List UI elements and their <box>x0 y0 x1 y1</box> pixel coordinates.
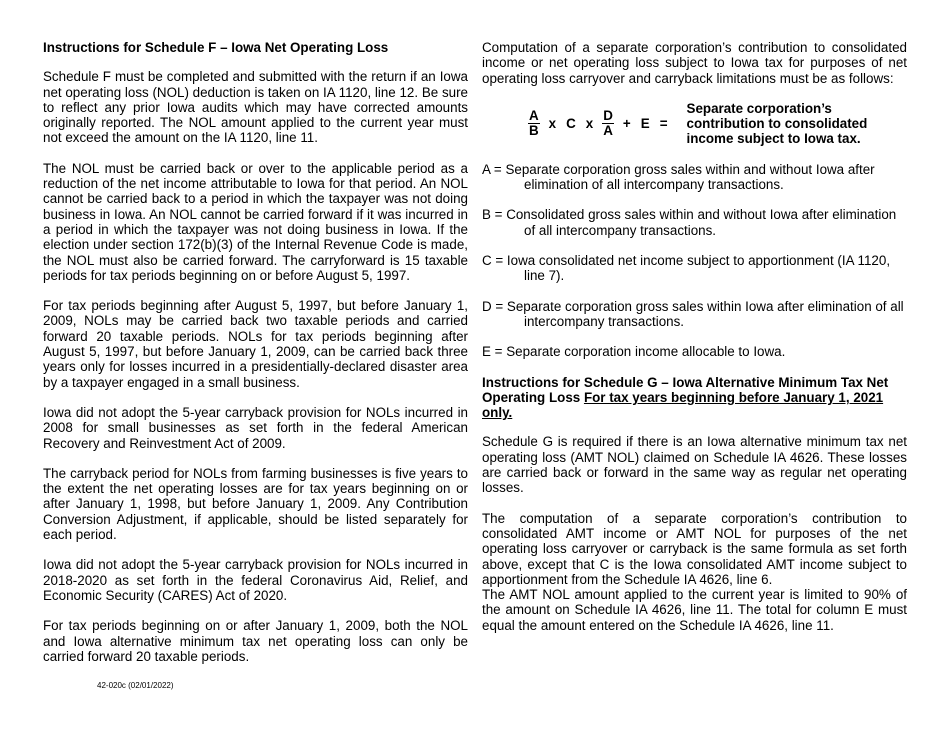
right-column <box>482 40 907 648</box>
paragraph: For tax periods beginning on or after January 1, 2009, both the NOL and Iowa alternative minimum tax net operating loss can only be carried forward 20 taxable periods. <box>43 618 468 664</box>
contribution-formula <box>524 101 907 146</box>
paragraph: Schedule F must be completed and submitted with the return if an Iowa net operating loss (NOL) deduction is taken on IA 1120, line 12. Be sure to reflect any prior Iowa audits which may have corrected amounts originally reported. The NOL amount applied to the current year must not exceed the amount on the IA 1120, line 11. <box>43 69 468 146</box>
definition-d: D = Separate corporation gross sales within Iowa after elimination of all intercompany transactions. <box>482 298 904 329</box>
schedule-g-heading-text: Instructions for Schedule G – Iowa Alternative Minimum Tax Net Operating Loss <box>482 374 889 405</box>
computation-intro: Computation of a separate corporation’s contribution to consolidated income or net operating loss subject to Iowa tax for purposes of net operating loss carryover and carryback limitations must be as follows: <box>482 40 907 86</box>
fraction-numerator: D <box>603 107 613 123</box>
definition-b: B = Consolidated gross sales within and without Iowa after elimination of all intercompany transactions. <box>482 207 897 238</box>
definition-e: E = Separate corporation income allocable to Iowa. <box>482 344 786 360</box>
variable-c: C <box>566 115 576 131</box>
multiply-sign: x <box>585 115 594 131</box>
fraction-denominator: A <box>603 122 613 138</box>
paragraph: For tax periods beginning after August 5, 1997, but before January 1, 2009, NOLs may be carried back two taxable periods and carried forward 20 taxable periods. NOLs for tax periods beginning after August 5, 1997, but before January 1, 2009, can be carried back three years only for losses incurred in a presidentially-declared disaster area by a taxpayer engaged in a small business. <box>43 298 468 390</box>
formula-result <box>687 101 868 146</box>
fraction-a-over-b <box>528 109 540 138</box>
schedule-f-heading: Instructions for Schedule F – Iowa Net Operating Loss <box>43 40 389 55</box>
multiply-sign: x <box>548 115 557 131</box>
definition-a: A = Separate corporation gross sales within and without Iowa after elimination of all intercompany transactions. <box>482 161 875 193</box>
fraction-denominator: B <box>529 122 539 138</box>
paragraph: Schedule G is required if there is an Iowa alternative minimum tax net operating loss (AMT NOL) claimed on Schedule IA 4626. These losses are carried back or forward in the same way as regular net operating losses. <box>482 434 907 496</box>
formula-result-line: income subject to Iowa tax. <box>686 130 861 146</box>
paragraph: The NOL must be carried back or over to the applicable period as a reduction of the net income attributable to Iowa for that period. An NOL cannot be carried back to a period in which the taxpayer was not doing business in Iowa. An NOL cannot be carried forward if it was incurred in a period in which the taxpayer was not doing business in Iowa. If the election under section 172(b)(3) of the Internal Revenue Code is made, the NOL must also be carried forward. The carryforward is 15 taxable periods for tax periods beginning on or before August 5, 1997. <box>43 160 468 283</box>
form-number-footer: 42-020c (02/01/2022) <box>97 681 174 690</box>
left-column <box>43 40 468 679</box>
variable-e: E <box>640 115 650 131</box>
formula-result-line: Separate corporation’s <box>686 100 832 116</box>
plus-sign: + <box>622 115 631 131</box>
paragraph: Iowa did not adopt the 5-year carryback provision for NOLs incurred in 2018-2020 as set forth in the federal Coronavirus Aid, Relief, and Economic Security (CARES) Act of 2020. <box>43 557 468 603</box>
definition-c: C = Iowa consolidated net income subject to apportionment (IA 1120, line 7). <box>482 253 891 284</box>
paragraph: Iowa did not adopt the 5-year carryback provision for NOLs incurred in 2008 for small businesses as set forth in the federal American Recovery and Reinvestment Act of 2009. <box>43 404 468 451</box>
schedule-g-heading <box>482 375 907 421</box>
equals-sign: = <box>659 115 668 131</box>
formula-result-line: contribution to consolidated <box>686 115 868 131</box>
schedule-g-heading-note: For tax years beginning before January 1, 2021 only. <box>482 389 884 421</box>
paragraph: The AMT NOL amount applied to the current year is limited to 90% of the amount on Schedule IA 4626, line 11. The total for column E must equal the amount entered on the Schedule IA 4626, line 11. <box>482 587 907 633</box>
fraction-numerator: A <box>529 107 539 123</box>
fraction-d-over-a <box>602 109 614 138</box>
paragraph: The carryback period for NOLs from farming businesses is five years to the extent the net operating losses are for tax years beginning on or after January 1, 1998, but before January 1, 2009. Any Contribution Conversion Adjustment, if applicable, should be listed separately for each period. <box>43 465 468 543</box>
paragraph: The computation of a separate corporation’s contribution to consolidated AMT income or AMT NOL for purposes of the net operating loss carryover or carryback is the same formula as set forth above, except that C is the Iowa consolidated AMT income subject to apportionment from the Schedule IA 4626, line 6. <box>482 510 907 587</box>
